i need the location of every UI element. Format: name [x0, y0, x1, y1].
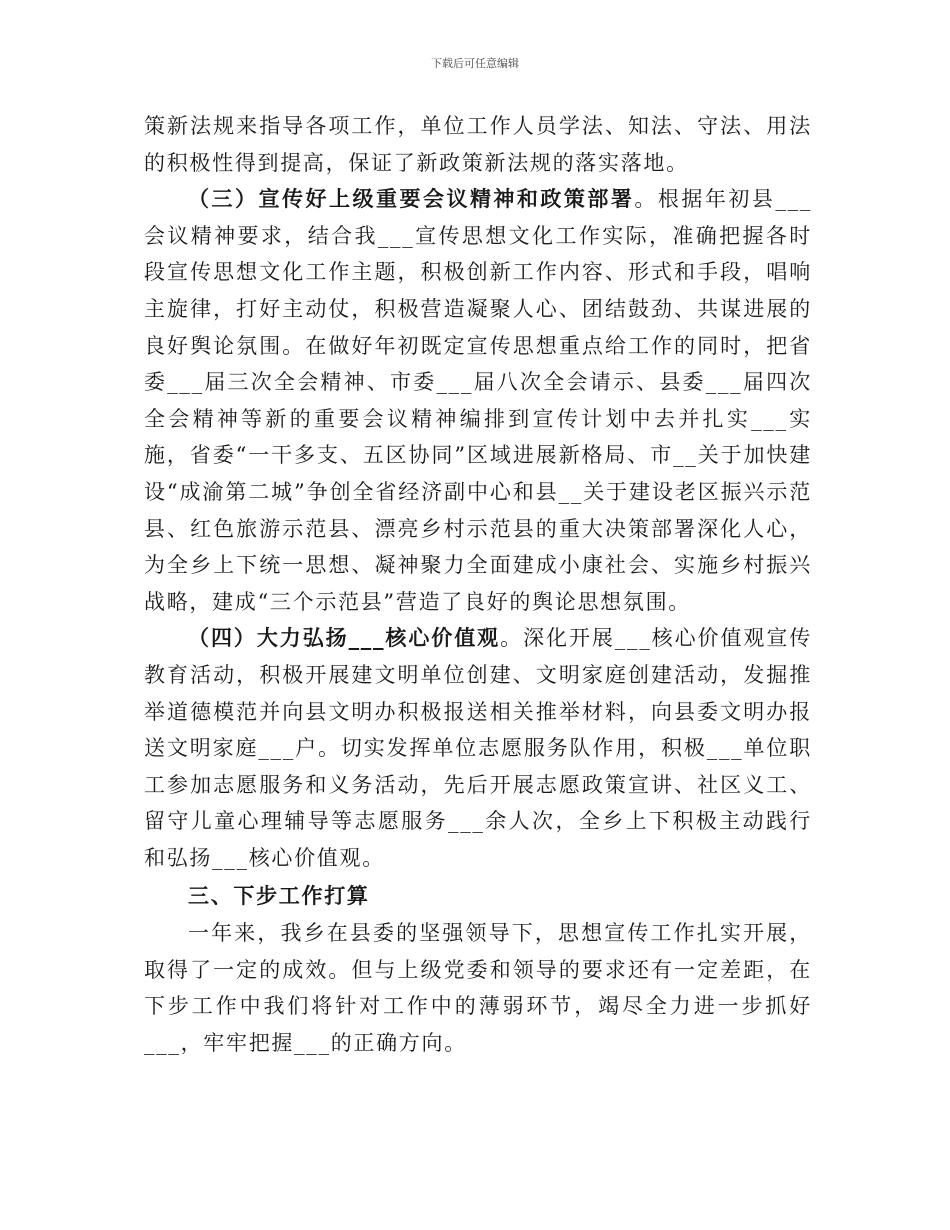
paragraph-section-3 [144, 181, 812, 620]
paragraph-continuation: 策新法规来指导各项工作，单位工作人员学法、知法、守法、用法的积极性得到提高，保证了新政策新法规的落实落地。 [144, 114, 812, 175]
page-header: 下载后可任意编辑 [431, 57, 519, 70]
paragraph-next-steps: 一年来，我乡在县委的坚强领导下，思想宣传工作扎实开展，取得了一定的成效。但与上级党委和领导的要求还有一定差距，在下步工作中我们将针对工作中的薄弱环节，竭尽全力进一步抓好___，牢牢把握___的正确方向。 [144, 921, 812, 1055]
section-3-body: 。根据年初县___会议精神要求，结合我___宣传思想文化工作实际，准确把握各时段宣传思想文化工作主题，积极创新工作内容、形式和手段，唱响主旋律，打好主动仗，积极营造凝聚人心、团结鼓劲、共谋进展的良好舆论氛围。在做好年初既定宣传思想重点给工作的同时，把省委___届三次全会精神、市委___届八次全会请示、县委___届四次全会精神等新的重要会议精神编排到宣传计划中去并扎实___实施，省委“一干多支、五区协同”区域进展新格局、市__关于加快建设“成渝第二城”争创全省经济副中心和县__关于建设老区振兴示范县、红色旅游示范县、漂亮乡村示范县的重大决策部署深化人心，为全乡上下统一思想、凝神聚力全面建成小康社会、实施乡村振兴战略，建成“三个示范县”营造了良好的舆论思想氛围。 [144, 187, 812, 614]
heading-next-steps: 三、下步工作打算 [188, 883, 370, 909]
paragraph-section-4 [144, 620, 812, 876]
section-4-body: 。深化开展___核心价值观宣传教育活动，积极开展建文明单位创建、文明家庭创建活动，发掘推举道德模范并向县文明办积极报送相关推举材料，向县委文明办报送文明家庭___户。切实发挥单位志愿服务队作用，积极___单位职工参加志愿服务和义务活动，先后开展志愿政策宣讲、社区义工、留守儿童心理辅导等志愿服务___余人次，全乡上下积极主动践行和弘扬___核心价值观。 [144, 626, 813, 870]
section-4-title: （四）大力弘扬___核心价值观 [188, 625, 501, 651]
document-body [144, 108, 812, 1061]
section-3-title: （三）宣传好上级重要会议精神和政策部署 [188, 186, 635, 212]
